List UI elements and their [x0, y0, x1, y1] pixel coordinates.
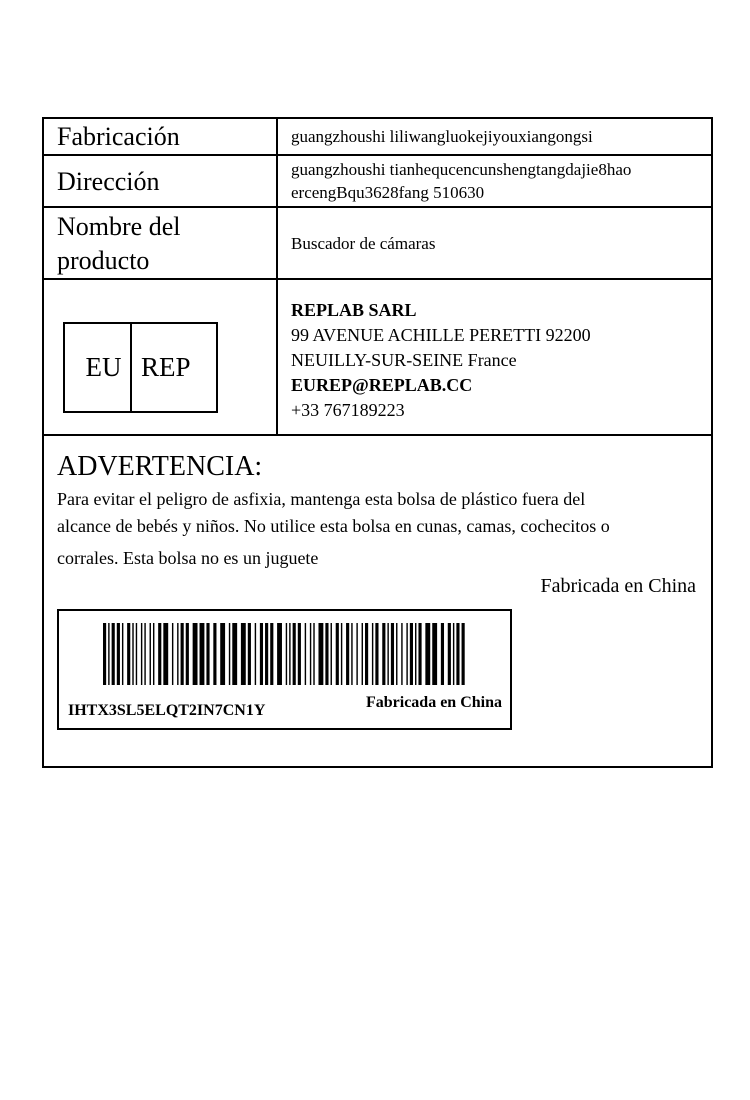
barcode-bar — [181, 623, 184, 685]
barcode-bar — [456, 623, 459, 685]
barcode-bar — [396, 623, 397, 685]
barcode-bar — [356, 623, 357, 685]
barcode-bar — [298, 623, 301, 685]
barcode-bar — [260, 623, 263, 685]
barcode-bar — [462, 623, 465, 685]
eu-rep-badge — [63, 322, 218, 413]
barcode-code: IHTX3SL5ELQT2IN7CN1Y — [68, 702, 266, 719]
barcode-bar — [410, 623, 413, 685]
product-row — [44, 208, 711, 280]
barcode-bar — [318, 623, 323, 685]
barcode-bar — [375, 623, 378, 685]
barcode-bar — [229, 623, 230, 685]
barcode-bar — [310, 623, 311, 685]
warning-line2: alcance de bebés y niños. No utilice esta bolsa en cunas, camas, cochecitos o — [57, 516, 610, 536]
barcode-bar — [265, 623, 268, 685]
barcode-bar — [432, 623, 437, 685]
barcode-bar — [112, 623, 115, 685]
barcode-bar — [186, 623, 189, 685]
barcode-bar — [132, 623, 133, 685]
barcode-bar — [241, 623, 246, 685]
product-label — [42, 117, 713, 768]
barcode-bar — [248, 623, 251, 685]
barcode-bar — [325, 623, 328, 685]
barcode-bar — [103, 623, 106, 685]
product-label-line2: producto — [57, 246, 150, 275]
barcode-bar — [172, 623, 173, 685]
barcode-bar — [365, 623, 368, 685]
barcode-bar — [346, 623, 349, 685]
warning-line3: corrales. Esta bolsa no es un juguete — [57, 548, 319, 568]
barcode-bar — [331, 623, 332, 685]
barcode-image — [103, 623, 465, 685]
barcode-bar — [425, 623, 430, 685]
eu-rep-address-line1: 99 AVENUE ACHILLE PERETTI 92200 — [291, 325, 591, 345]
address-value-line2: ercengBqu3628fang 510630 — [291, 183, 485, 202]
barcode-bar — [232, 623, 237, 685]
barcode-bar — [255, 623, 256, 685]
warning-title: ADVERTENCIA: — [57, 451, 263, 482]
barcode-bar — [336, 623, 339, 685]
manufacturer-value: guangzhoushi liliwangluokejiyouxiangongsi — [291, 127, 593, 146]
eu-rep-badge-eu: EU — [65, 324, 132, 411]
eu-rep-row — [44, 280, 711, 436]
eu-rep-badge-rep: REP — [141, 352, 191, 382]
warning-line1: Para evitar el peligro de asfixia, mantenga esta bolsa de plástico fuera del — [57, 489, 586, 509]
barcode-bar — [293, 623, 296, 685]
barcode-bar — [220, 623, 225, 685]
eu-rep-email: EUREP@REPLAB.CC — [291, 375, 473, 395]
barcode-bar — [313, 623, 314, 685]
barcode-bar — [200, 623, 205, 685]
barcode-bar — [382, 623, 385, 685]
product-label-line1: Nombre del — [57, 212, 181, 241]
barcode-label — [57, 609, 512, 730]
barcode-bar — [286, 623, 287, 685]
address-label: Dirección — [57, 167, 160, 196]
barcode-bar — [153, 623, 154, 685]
warning-text — [57, 486, 697, 572]
barcode-bar — [122, 623, 123, 685]
barcode-bar — [341, 623, 342, 685]
warning-section — [44, 436, 711, 766]
barcode-bar — [406, 623, 407, 685]
product-value: Buscador de cámaras — [291, 234, 436, 253]
barcode-bar — [177, 623, 178, 685]
barcode-bar — [108, 623, 109, 685]
address-row — [44, 156, 711, 208]
barcode-bar — [441, 623, 444, 685]
barcode-bar — [141, 623, 142, 685]
barcode-bar — [270, 623, 273, 685]
barcode-bar — [117, 623, 120, 685]
barcode-bar — [391, 623, 394, 685]
barcode-bar — [213, 623, 216, 685]
barcode-bar — [150, 623, 151, 685]
barcode-bar — [372, 623, 373, 685]
eu-rep-address-line2: NEUILLY-SUR-SEINE France — [291, 350, 517, 370]
barcode-bar — [448, 623, 451, 685]
barcode-bar — [158, 623, 161, 685]
barcode-bar — [144, 623, 145, 685]
barcode-bar — [127, 623, 130, 685]
barcode-bar — [401, 623, 402, 685]
barcode-bar — [351, 623, 352, 685]
barcode-made-in: Fabricada en China — [365, 694, 502, 711]
barcode-bar — [418, 623, 421, 685]
barcode-bar — [415, 623, 416, 685]
barcode-bar — [193, 623, 198, 685]
barcode-bar — [362, 623, 363, 685]
address-value-line1: guangzhoushi tianhequcencunshengtangdajie8hao — [291, 160, 632, 179]
eu-rep-details — [291, 298, 591, 423]
manufacturer-row — [44, 119, 711, 156]
manufacturer-label: Fabricación — [57, 122, 180, 151]
barcode-bar — [387, 623, 388, 685]
barcode-bar — [136, 623, 137, 685]
eu-rep-company: REPLAB SARL — [291, 300, 417, 320]
barcode-bar — [206, 623, 209, 685]
barcode-bar — [289, 623, 290, 685]
eu-rep-phone: +33 767189223 — [291, 400, 405, 420]
made-in-text: Fabricada en China — [540, 575, 696, 597]
barcode-bar — [277, 623, 282, 685]
barcode-bar — [305, 623, 306, 685]
barcode-bar — [163, 623, 168, 685]
barcode-bar — [453, 623, 454, 685]
